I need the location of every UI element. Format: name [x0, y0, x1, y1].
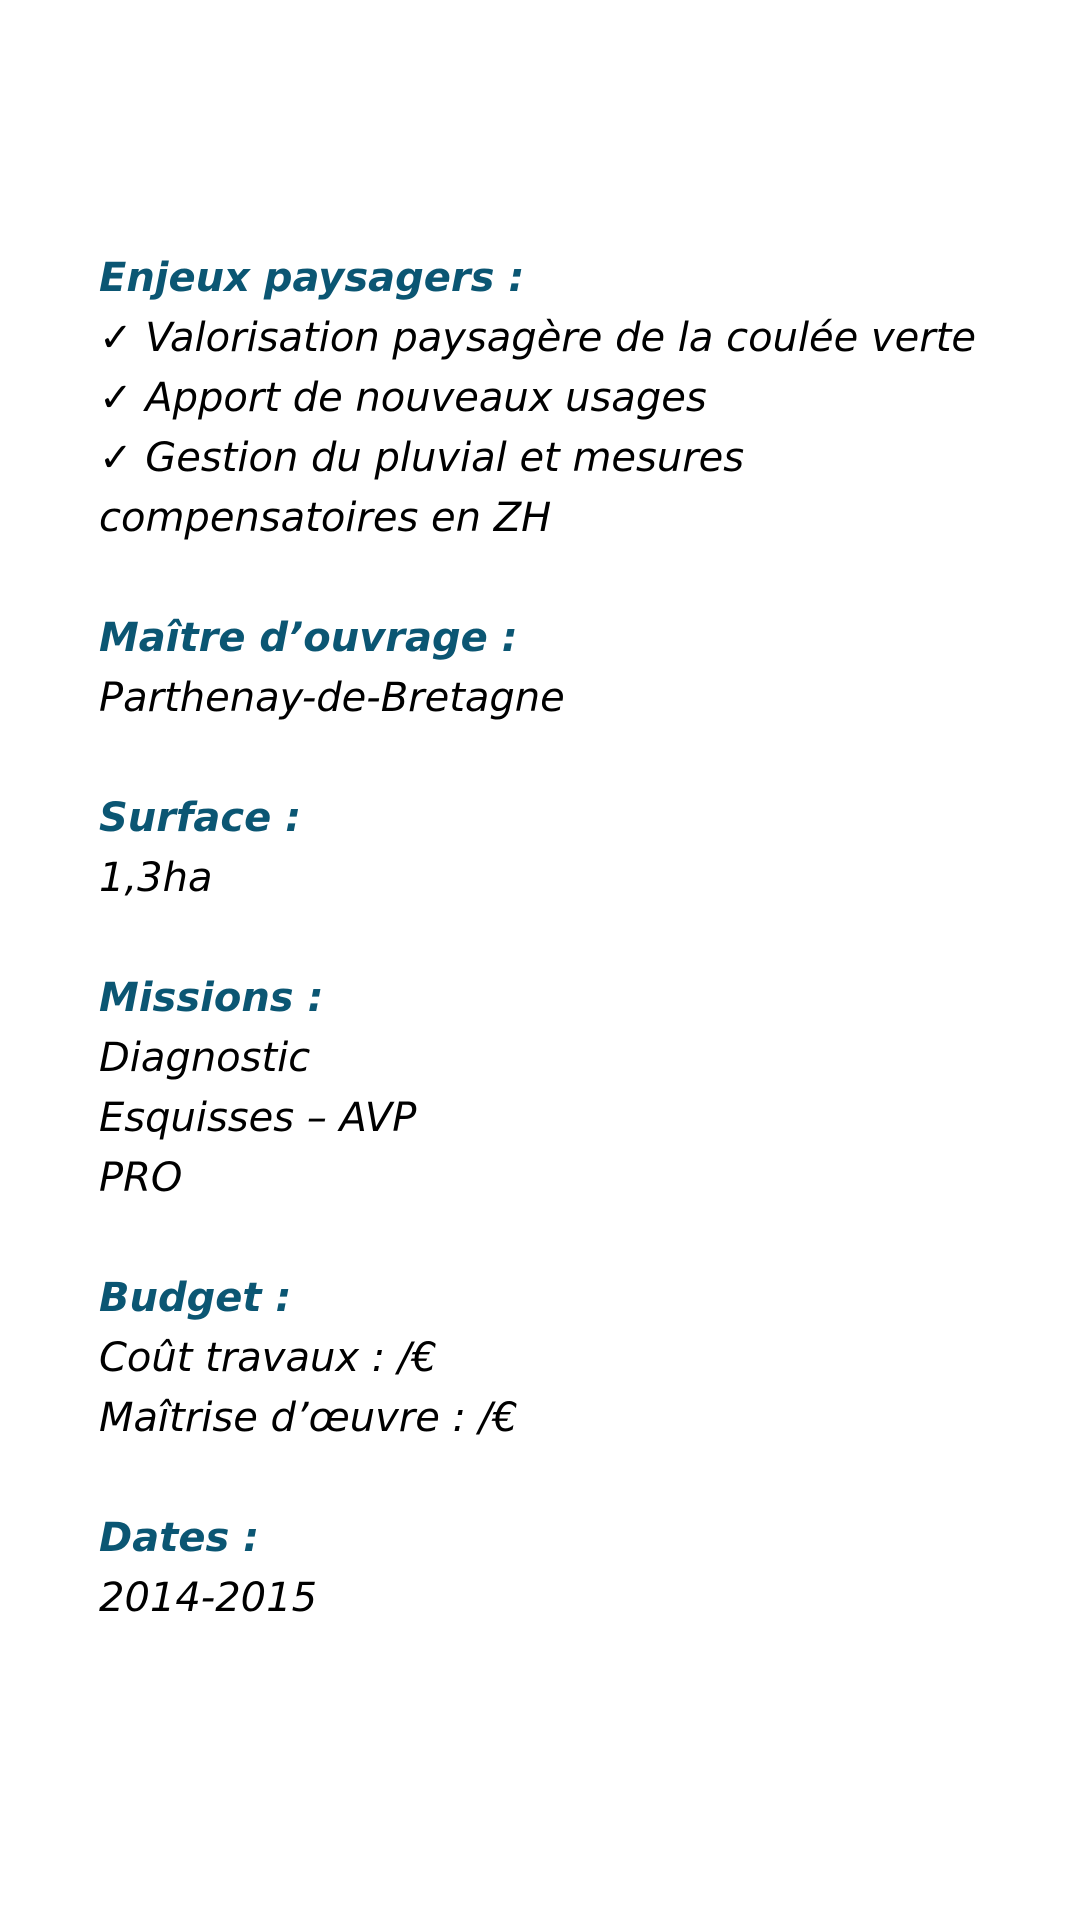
enjeux-item: ✓ Valorisation paysagère de la coulée verte — [99, 315, 977, 361]
section-dates — [99, 1508, 1039, 1628]
mission-item: PRO — [99, 1155, 183, 1201]
enjeux-item: ✓ Apport de nouveaux usages — [99, 375, 707, 421]
mission-item: Esquisses – AVP — [99, 1095, 417, 1141]
section-heading-budget: Budget : — [99, 1275, 292, 1321]
maitre-ouvrage-value: Parthenay-de-Bretagne — [99, 675, 565, 721]
budget-line: Coût travaux : /€ — [99, 1335, 437, 1381]
project-sheet — [99, 248, 1039, 1628]
surface-value: 1,3ha — [99, 855, 213, 901]
mission-item: Diagnostic — [99, 1035, 311, 1081]
section-heading-surface: Surface : — [99, 795, 302, 841]
section-heading-missions: Missions : — [99, 975, 324, 1021]
section-heading-enjeux: Enjeux paysagers : — [99, 255, 525, 301]
dates-value: 2014-2015 — [99, 1575, 318, 1621]
section-missions — [99, 968, 1039, 1208]
budget-line: Maîtrise d’œuvre : /€ — [99, 1395, 518, 1441]
section-heading-maitre-ouvrage: Maître d’ouvrage : — [99, 615, 518, 661]
section-surface — [99, 788, 1039, 908]
enjeux-item: ✓ Gestion du pluvial et mesures compensatoires en ZH — [99, 435, 745, 541]
section-enjeux — [99, 248, 1039, 548]
section-heading-dates: Dates : — [99, 1515, 260, 1561]
section-budget — [99, 1268, 1039, 1448]
section-maitre-ouvrage — [99, 608, 1039, 728]
